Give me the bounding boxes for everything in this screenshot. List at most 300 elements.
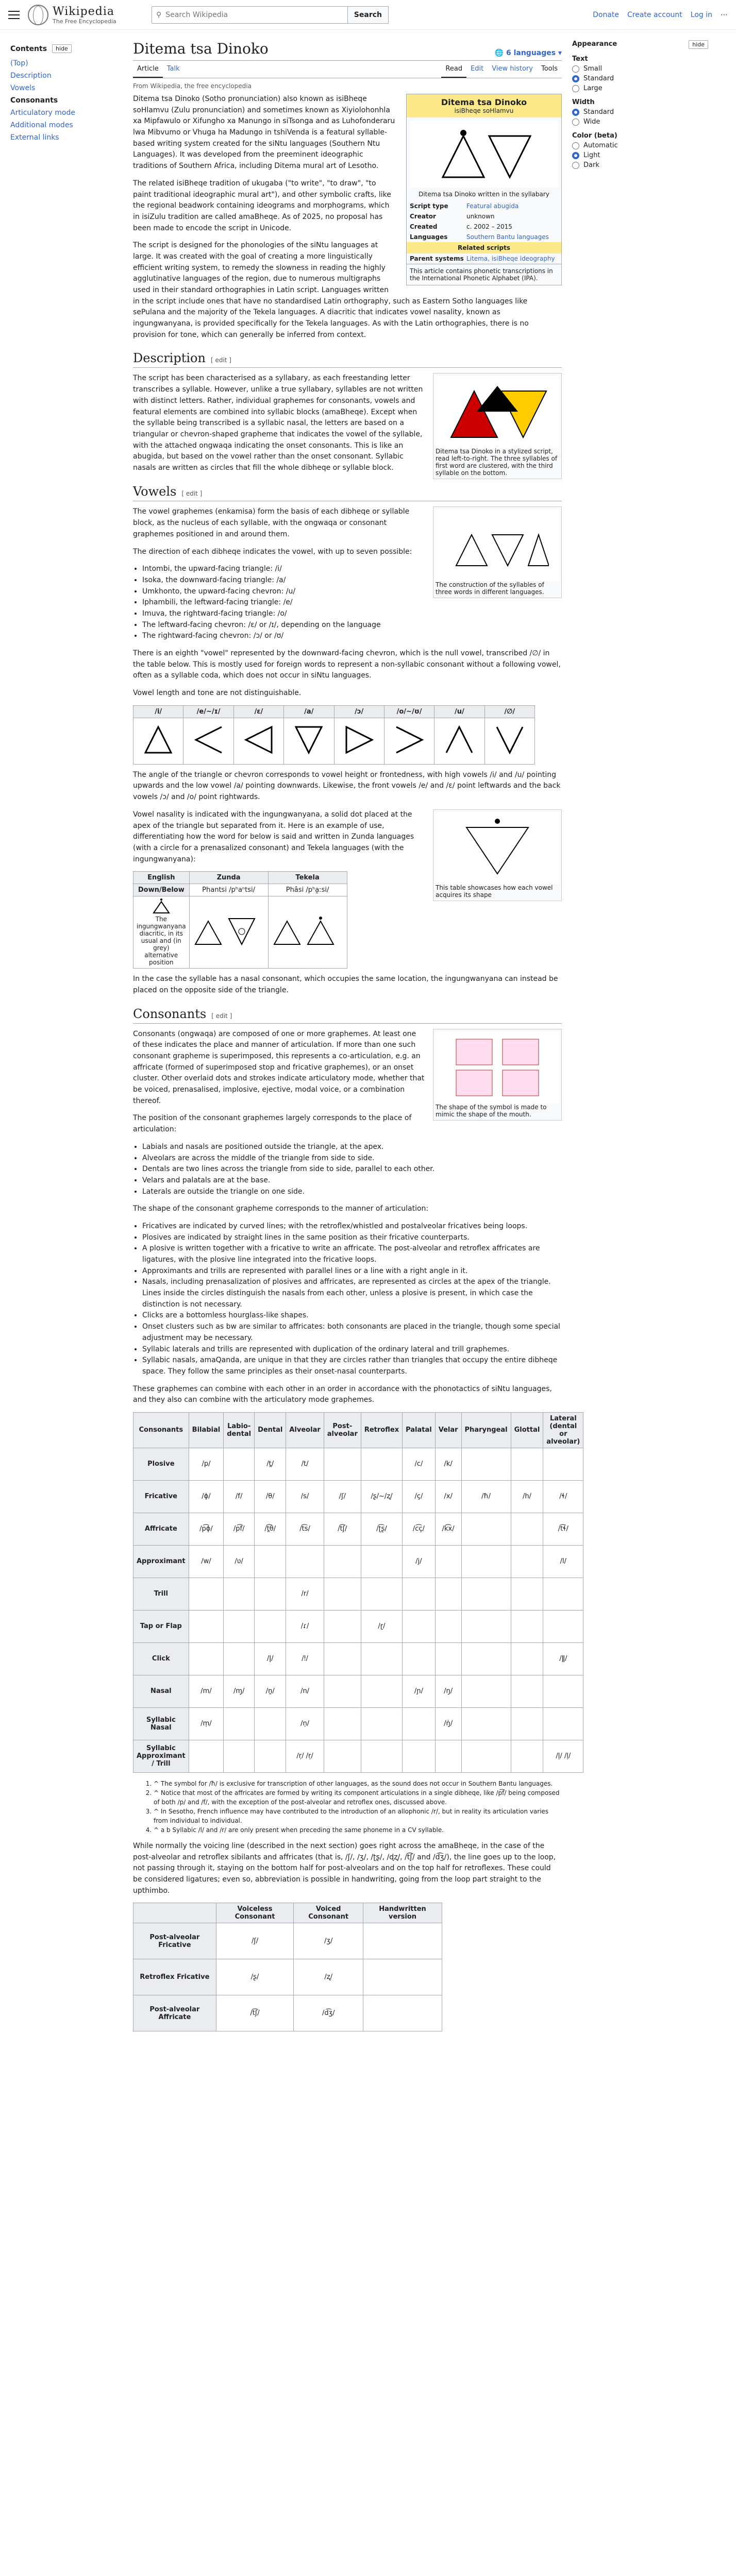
table-cell: /t͡ʃ/ <box>324 1513 361 1545</box>
width-wide-radio[interactable]: Wide <box>572 118 708 126</box>
consonants-p4: These graphemes can combine with each other in an order in accordance with the phonotactics of siNtu languages, and they also can combine with the articulatory mode graphemes. <box>133 1384 552 1404</box>
row-header: Nasal <box>133 1675 189 1707</box>
table-cell: /ǁ/ <box>543 1642 583 1675</box>
table-cell: /ǀ/ <box>255 1642 286 1675</box>
table-cell <box>224 1578 255 1610</box>
table-cell: /n/ <box>286 1675 324 1707</box>
table-cell <box>324 1675 361 1707</box>
vowel-shape-image[interactable] <box>436 812 559 884</box>
row-header: Tap or Flap <box>133 1610 189 1642</box>
vowel-shapes-table <box>133 705 535 765</box>
column-header: Lateral (dental or alveolar) <box>543 1412 583 1448</box>
table-cell <box>324 1740 361 1772</box>
table-cell <box>511 1545 543 1578</box>
footnote: 4. ^ a b Syllabic /l/ and /r/ are only present when preceding the same phoneme in a CV syllable. <box>154 1825 562 1835</box>
list-item: • Umkhonto, the upward-facing chevron: /u/ <box>142 586 562 598</box>
column-header: /a/ <box>284 705 334 718</box>
table-cell: /ŋ̍/ <box>435 1707 461 1740</box>
column-header: Post-alveolar <box>324 1412 361 1448</box>
list-item: • A plosive is written together with a fricative to write an affricate. The post-alveolar and retroflex affricates are ligatures, with the plosive line integrated into the fricative loops. <box>142 1243 562 1265</box>
table-row <box>133 1480 583 1513</box>
table-cell <box>189 1578 224 1610</box>
table-row <box>133 1923 442 1959</box>
vowel-shape-down-triangle <box>284 718 334 764</box>
column-header: Voiced Consonant <box>294 1903 363 1923</box>
column-header: Voiceless Consonant <box>216 1903 294 1923</box>
table-cell <box>403 1707 436 1740</box>
zunda-glyph <box>189 896 268 969</box>
table-cell: Phantsi /pʰaⁿtsi/ <box>189 884 268 896</box>
table-cell: /ʂ/ <box>216 1959 294 1995</box>
list-item: • Alveolars are across the middle of the triangle from side to side. <box>142 1153 562 1164</box>
manner-list <box>142 1221 562 1378</box>
list-item: • The rightward-facing chevron: /ɔ/ or /ʊ/ <box>142 631 562 642</box>
table-cell <box>435 1740 461 1772</box>
main-menu-icon[interactable] <box>8 11 20 19</box>
list-item: • Iphambili, the leftward-facing triangle: /e/ <box>142 597 562 608</box>
text-size-label: Text <box>572 55 588 63</box>
infobox-caption: Ditema tsa Dinoko written in the syllabary <box>419 191 549 198</box>
row-header: Trill <box>133 1578 189 1610</box>
color-dark-radio[interactable]: Dark <box>572 161 708 169</box>
infobox <box>406 94 562 285</box>
search-input[interactable] <box>152 6 348 24</box>
language-selector[interactable]: 🌐 6 languages ▾ <box>494 49 562 57</box>
figure-caption: This table showcases how each vowel acquires its shape <box>436 884 553 899</box>
vowels-p1: The vowel graphemes (enkamisa) form the basis of each dibheqe or syllable block, as the nucleus of each syllable, with the ongwaqa or consonant graphemes positioned in and around them. <box>133 507 410 538</box>
table-cell <box>511 1740 543 1772</box>
column-header: English <box>133 872 190 884</box>
table-cell <box>363 1923 442 1959</box>
infobox-row: Created c. 2002 – 2015 <box>410 223 512 230</box>
table-cell: /ʒ/ <box>294 1923 363 1959</box>
table-of-contents <box>0 30 108 2037</box>
list-item: • Labials and nasals are positioned outside the triangle, at the apex. <box>142 1142 562 1153</box>
article-content <box>108 30 580 2037</box>
syllable-construction-image[interactable] <box>436 509 559 581</box>
nasal-note: The ingungwanyana diacritic, in its usual and (in grey) alternative position <box>133 896 190 969</box>
consonants-figure <box>433 1029 562 1121</box>
tab-view-history[interactable]: View history <box>492 65 533 73</box>
table-cell <box>461 1610 511 1642</box>
stylized-script-image[interactable] <box>436 376 559 448</box>
row-header: Post-alveolar Affricate <box>133 1995 216 2031</box>
table-cell <box>255 1740 286 1772</box>
list-item: • Syllabic laterals and trills are represented with duplication of the ordinary lateral and trill graphemes. <box>142 1344 562 1355</box>
related-scripts-heading: Related scripts <box>407 242 561 253</box>
row-header: Down/Below <box>133 884 190 896</box>
table-cell <box>435 1545 461 1578</box>
column-header: Zunda <box>189 872 268 884</box>
toc-item-additional-modes[interactable]: Additional modes <box>10 121 73 129</box>
list-item: • The leftward-facing chevron: /ɛ/ or /ɪ/, depending on the language <box>142 620 562 631</box>
table-cell <box>511 1610 543 1642</box>
description-text: The script has been characterised as a syllabary, as each freestanding letter transcribes a syllable. However, unlike a true syllabary, syllables are not written with distinct letters. Rather, individual graphemes for consonants, vowels and featural elements are combined into syllabic blocks (amaBheqe). Except when the syllable being transcribed is a syllabic nasal, the letters are based on a triangular or chevron-shaped grapheme that indicates the vowel of the syllable, with the attached ongwaqa indicating the onset consonants. This is like an abugida, but based on the vowel rather than the onset consonant. Syllabic nasals are written as circles that fill the whole dibheqe or syllable block. <box>133 374 423 472</box>
table-cell: /ʃ/ <box>324 1480 361 1513</box>
table-cell: /j/ <box>403 1545 436 1578</box>
column-header: Glottal <box>511 1412 543 1448</box>
table-row <box>133 1995 442 2031</box>
figure-caption: The shape of the symbol is made to mimic the shape of the mouth. <box>436 1103 547 1118</box>
infobox-row: Languages Southern Bantu languages <box>410 233 549 241</box>
vowels-p6: Vowel nasality is indicated with the ingungwanyana, a solid dot placed at the apex of the triangle but separated from it. Here is an example of use, differentiating how the word for below is said and written in Zunda languages (with a circle for a prenasalized consonant) and Tekela languages (with the ingungwanyana): <box>133 810 414 863</box>
list-item: • Laterals are outside the triangle on one side. <box>142 1187 562 1198</box>
table-cell: /f/ <box>224 1480 255 1513</box>
table-cell: /ʐ/ <box>294 1959 363 1995</box>
table-cell: /ɽ/ <box>361 1610 402 1642</box>
table-cell <box>511 1578 543 1610</box>
toc-item-description[interactable]: Description <box>10 72 52 80</box>
create-account-link[interactable]: Create account <box>627 10 682 19</box>
color-automatic-radio[interactable]: Automatic <box>572 142 708 149</box>
search-form <box>152 6 389 24</box>
intro-paragraph: The script is designed for the phonologies of the siNtu languages at large. It was created with the goal of creating a more linguistically efficient writing system, to remedy the slowness in reading the highly agglutinative languages of the region, due to numerous multigraphs used in their standard orthographies in Latin script. Languages written in the script include ones that have no standardised Latin orthography, such as Eastern Sotho languages like sePulana and the majority of the Tekela languages. A diacritic that indicates vowel nasality, known as ingungwanyana, is provided specifically for the Tekela languages. As with the Latin orthographies, there is no provision for tone, which can generally be inferred from context. <box>133 241 529 339</box>
description-figure <box>433 373 562 479</box>
table-row <box>133 1642 583 1675</box>
ligature-table <box>133 1903 442 2031</box>
table-cell <box>324 1610 361 1642</box>
column-header: /u/ <box>434 705 484 718</box>
table-row <box>133 1545 583 1578</box>
consonants-p3: The shape of the consonant grapheme corresponds to the manner of articulation: <box>133 1205 429 1213</box>
column-header: Dental <box>255 1412 286 1448</box>
table-cell <box>361 1578 402 1610</box>
languages-label: 6 languages <box>506 49 556 57</box>
table-cell: /m̩/ <box>189 1707 224 1740</box>
list-item: • Onset clusters such as bw are similar to affricates: both consonants are placed in the triangle, though some special adjustment may be necessary. <box>142 1321 562 1344</box>
mouth-shape-image[interactable] <box>436 1031 559 1104</box>
table-cell <box>511 1707 543 1740</box>
table-cell: /t̪͡θ/ <box>255 1513 286 1545</box>
table-cell: /p͡ɸ/ <box>189 1513 224 1545</box>
vowel-shape-down-chevron <box>484 718 534 764</box>
infobox-row: Script type Featural abugida <box>410 202 519 210</box>
column-header: Alveolar <box>286 1412 324 1448</box>
table-cell: /ǃ/ <box>286 1642 324 1675</box>
footnote: 3. ^ In Sesotho, French influence may have contributed to the introduction of an allophonic /r/, but in reality its articulation varies from individual to individual. <box>154 1807 562 1825</box>
table-cell <box>361 1545 402 1578</box>
list-item: • Imuva, the rightward-facing triangle: /o/ <box>142 608 562 620</box>
vowels-p2: The direction of each dibheqe indicates the vowel, with up to seven possible: <box>133 547 412 556</box>
row-header: Retroflex Fricative <box>133 1959 216 1995</box>
row-header: Click <box>133 1642 189 1675</box>
list-item: • Fricatives are indicated by curved lines; with the retroflex/whistled and postalveolar fricatives being loops. <box>142 1221 562 1232</box>
table-row <box>133 1513 583 1545</box>
table-cell: /ɸ/ <box>189 1480 224 1513</box>
page-tabs <box>133 61 562 78</box>
table-row <box>133 1610 583 1642</box>
search-placeholder: Search Wikipedia <box>165 10 228 19</box>
edit-link[interactable]: [ edit ] <box>181 490 203 498</box>
table-cell: /ʋ/ <box>224 1545 255 1578</box>
column-header: Bilabial <box>189 1412 224 1448</box>
tab-edit[interactable]: Edit <box>471 65 484 73</box>
search-button[interactable]: Search <box>348 6 389 24</box>
table-row <box>133 1448 583 1480</box>
table-cell: /t̪/ <box>255 1448 286 1480</box>
width-label: Width <box>572 98 595 106</box>
toc-item-external-links[interactable]: External links <box>10 133 59 142</box>
table-cell <box>403 1578 436 1610</box>
toc-item-articulatory-mode[interactable]: Articulatory mode <box>10 109 75 117</box>
list-item: • Intombi, the upward-facing triangle: /i/ <box>142 564 562 575</box>
row-header: Post-alveolar Fricative <box>133 1923 216 1959</box>
consonants-p5: While normally the voicing line (described in the next section) goes right across the amaBheqe, in the case of the post-alveolar and retroflex sibilants and affricates (that is, /ʃ/, /ʒ/, /ʈʂ/, /ɖʐ/, /t͡ʃ/ and /d͡ʒ/), the line goes up to the loop, not passing through it, staying on the bottom half for post-alveolars and on the top half for retroflexes. These could be considered ligatures; even so, abbreviation is possible in handwriting, going from the loop part straight to the upthimbo. <box>133 1841 556 1895</box>
table-cell: /x/ <box>435 1480 461 1513</box>
table-body <box>133 1448 583 1772</box>
place-list <box>142 1142 562 1197</box>
footnote: 2. ^ Notice that most of the affricates are formed by writing its component articulations in a single dibheqe, like /p͡f/ being composed of both /p/ and /f/, with the exception of the post-alveolar and retroflex ones, discussed above. <box>154 1788 562 1807</box>
title-bar <box>133 35 562 61</box>
vowels-heading: Vowels [ edit ] <box>133 484 562 501</box>
footnote: 1. ^ The symbol for /ħ/ is exclusive for transcription of other languages, as the sound does not occur in Southern Bantu languages. <box>154 1779 562 1788</box>
vowels-p5: The angle of the triangle or chevron corresponds to vowel height or frontedness, with high vowels /i/ and /u/ pointing upwards and the low vowel /a/ pointing downwards. Likewise, the front vowels /e/ and /ɛ/ point leftwards and the back vowels /ɔ/ and /o/ point rightwards. <box>133 770 561 802</box>
table-cell: /m/ <box>189 1675 224 1707</box>
nasal-figure <box>433 809 562 901</box>
table-cell: /c/ <box>403 1448 436 1480</box>
mouth-shape-drawing <box>446 1034 549 1101</box>
table-cell <box>224 1610 255 1642</box>
tab-article[interactable]: Article <box>133 61 163 78</box>
consonants-heading: Consonants [ edit ] <box>133 1007 562 1024</box>
toc-item-vowels[interactable]: Vowels <box>10 84 36 92</box>
color-light-radio[interactable]: Light <box>572 151 708 159</box>
column-header: /e/~/ɪ/ <box>183 705 233 718</box>
table-cell: /w/ <box>189 1545 224 1578</box>
column-header: Handwritten version <box>363 1903 442 1923</box>
vowels-p7: In the case the syllable has a nasal consonant, which occupies the same location, the ingungwanyana can instead be placed on the opposite side of the triangle. <box>133 975 558 994</box>
infobox-subtitle: isiBheqe soHlamvu <box>454 107 514 114</box>
table-cell: /ŋ/ <box>435 1675 461 1707</box>
table-cell: /ɬ/ <box>543 1480 583 1513</box>
vowel-shape-up-chevron <box>434 718 484 764</box>
table-cell <box>361 1448 402 1480</box>
consonant-table <box>133 1412 583 1773</box>
table-row <box>133 1578 583 1610</box>
column-header: /ɔ/ <box>334 705 384 718</box>
ipa-note: This article contains phonetic transcriptions in the International Phonetic Alphabet (IPA). <box>407 264 561 285</box>
log-in-link[interactable]: Log in <box>690 10 712 19</box>
column-header <box>133 1903 216 1923</box>
column-header: Palatal <box>403 1412 436 1448</box>
table-cell <box>361 1707 402 1740</box>
infobox-row: Parent systems Litema, isiBheqe ideography <box>410 255 555 262</box>
appearance-title: Appearance <box>572 40 617 48</box>
tab-tools[interactable]: Tools <box>541 65 558 73</box>
user-links <box>593 11 728 19</box>
tab-talk[interactable]: Talk <box>166 65 180 73</box>
vowels-figure <box>433 506 562 598</box>
site-header <box>0 0 736 30</box>
table-cell: /t/ <box>286 1448 324 1480</box>
table-cell: /ɱ/ <box>224 1675 255 1707</box>
text-standard-radio[interactable]: Standard <box>572 75 708 82</box>
vowels-p4: Vowel length and tone are not distinguishable. <box>133 689 302 698</box>
table-cell <box>361 1740 402 1772</box>
table-cell <box>461 1740 511 1772</box>
table-cell: /t͡ɬ/ <box>543 1513 583 1545</box>
table-cell: /t͡s/ <box>286 1513 324 1545</box>
table-cell <box>435 1642 461 1675</box>
infobox-row: Creator unknown <box>410 213 495 220</box>
width-standard-radio[interactable]: Standard <box>572 108 708 116</box>
column-header: /ɛ/ <box>233 705 283 718</box>
table-cell: /ç/ <box>403 1480 436 1513</box>
row-header: Fricative <box>133 1480 189 1513</box>
table-cell <box>255 1578 286 1610</box>
table-cell: /p͡f/ <box>224 1513 255 1545</box>
tab-read[interactable]: Read <box>441 61 466 78</box>
table-cell: /ħ/ <box>461 1480 511 1513</box>
text-large-radio[interactable]: Large <box>572 84 708 92</box>
description-heading: Description [ edit ] <box>133 351 562 368</box>
list-item: • Syllabic nasals, amaQanda, are unique in that they are circles rather than triangles that occupy the entire dibheqe space. They follow the same principles as their onset-nasal counterparts. <box>142 1355 562 1377</box>
table-cell <box>461 1642 511 1675</box>
table-cell: /k/ <box>435 1448 461 1480</box>
table-cell <box>435 1610 461 1642</box>
table-row <box>133 1740 583 1772</box>
vowel-shape-right-triangle <box>334 718 384 764</box>
table-cell <box>255 1610 286 1642</box>
table-cell <box>255 1707 286 1740</box>
edit-link[interactable]: [ edit ] <box>210 357 231 364</box>
table-cell <box>324 1707 361 1740</box>
infobox-title: Ditema tsa Dinoko isiBheqe soHlamvu <box>407 94 561 117</box>
row-header: Syllabic Nasal <box>133 1707 189 1740</box>
table-cell <box>461 1513 511 1545</box>
table-cell <box>255 1545 286 1578</box>
table-cell: /l̩/ /l̩/ <box>543 1740 583 1772</box>
table-row <box>133 1959 442 1995</box>
vowel-shape-left-triangle <box>233 718 283 764</box>
list-item: • Clicks are a bottomless hourglass-like shapes. <box>142 1310 562 1321</box>
table-cell <box>461 1578 511 1610</box>
table-cell <box>361 1675 402 1707</box>
syllable-construction-drawing <box>446 514 549 576</box>
tekela-glyph <box>268 896 347 969</box>
wordmark: Wikipedia <box>53 5 114 18</box>
table-cell: /l/ <box>543 1545 583 1578</box>
more-options-icon[interactable]: ⋯ <box>721 10 728 19</box>
table-cell: /t͡ʃ/ <box>216 1995 294 2031</box>
table-cell <box>511 1675 543 1707</box>
row-header: Approximant <box>133 1545 189 1578</box>
script-sample-image <box>432 126 536 182</box>
table-cell <box>224 1740 255 1772</box>
globe-icon <box>28 5 48 25</box>
table-cell <box>461 1448 511 1480</box>
row-header: Affricate <box>133 1513 189 1545</box>
list-item: • Plosives are indicated by straight lines in the same position as their fricative counterparts. <box>142 1232 562 1244</box>
table-cell: /p/ <box>189 1448 224 1480</box>
table-cell <box>511 1513 543 1545</box>
consonants-p2: The position of the consonant graphemes largely corresponds to the place of articulation: <box>133 1114 412 1134</box>
table-cell <box>363 1995 442 2031</box>
table-cell <box>224 1448 255 1480</box>
color-label: Color (beta) <box>572 132 617 140</box>
donate-link[interactable]: Donate <box>593 10 620 19</box>
table-cell <box>435 1578 461 1610</box>
text-small-radio[interactable]: Small <box>572 65 708 73</box>
table-cell: /θ/ <box>255 1480 286 1513</box>
table-cell: /n̩/ <box>286 1707 324 1740</box>
table-cell <box>189 1610 224 1642</box>
column-header: Consonants <box>133 1412 189 1448</box>
table-row <box>133 1675 583 1707</box>
table-cell: /h/ <box>511 1480 543 1513</box>
list-item: • Approximants and trills are represented with parallel lines or a line with a right angle in it. <box>142 1266 562 1277</box>
table-cell: /s/ <box>286 1480 324 1513</box>
toc-item-top[interactable]: (Top) <box>10 59 28 67</box>
table-cell <box>324 1448 361 1480</box>
table-cell <box>461 1707 511 1740</box>
intro-paragraph: Ditema tsa Dinoko (Sotho pronunciation) also known as isiBheqe soHlamvu (Zulu pronunciation) and sometimes known as Xiyiolohonhla xa Mipfawulo or Xifungho xa Manungo in siTsonga and as Luhofonderaru lwa Mibvumo or Vhuga ha Madungo in tshiVenda is a featural syllable-based writing system created for the siNtu languages (Southern Ntu Languages). It was developed from the preeminent ideographic traditions of Southern Africa, including Ditema mural art of Lesotho. <box>133 95 395 171</box>
table-cell: /n̪/ <box>255 1675 286 1707</box>
appearance-panel <box>562 30 716 2037</box>
table-cell <box>324 1545 361 1578</box>
table-cell: /ɲ/ <box>403 1675 436 1707</box>
vowels-p3: There is an eighth "vowel" represented by the downward-facing chevron, which is the null vowel, transcribed /∅/ in the table below. This is mostly used for foreign words to represent a non-syllabic consonant without a following vowel, often as a syllable coda, which does not occur in siNtu languages. <box>133 649 561 680</box>
edit-link[interactable]: [ edit ] <box>211 1012 232 1020</box>
nasality-table <box>133 871 347 969</box>
intro-paragraph: The related isiBheqe tradition of ukugaba ("to write", "to draw", "to paint traditional ideographic mural art"), and other symbolic crafts, like the regional beadwork containing ideograms and morphograms, which in isiZulu tradition are called amaBheqe. As of 2025, no proposal has been made to encode the script in Unicode. <box>133 179 391 232</box>
table-cell: /r/ <box>286 1578 324 1610</box>
page-title: Ditema tsa Dinoko <box>133 40 269 57</box>
column-header: Pharyngeal <box>461 1412 511 1448</box>
table-cell <box>189 1642 224 1675</box>
stylized-script-drawing <box>446 381 549 443</box>
vowel-shape-right-chevron <box>384 718 434 764</box>
table-cell <box>363 1959 442 1995</box>
vowel-shape-drawing <box>456 817 539 879</box>
table-cell <box>189 1740 224 1772</box>
list-item: • Isoka, the downward-facing triangle: /a/ <box>142 575 562 586</box>
column-header: Tekela <box>268 872 347 884</box>
table-header-row <box>133 1412 583 1448</box>
table-cell <box>324 1642 361 1675</box>
from-wikipedia: From Wikipedia, the free encyclopedia <box>133 82 252 90</box>
column-header: Labio-dental <box>224 1412 255 1448</box>
table-cell <box>511 1642 543 1675</box>
tagline: The Free Encyclopedia <box>53 18 116 25</box>
table-cell: /c͡ç/ <box>403 1513 436 1545</box>
table-cell: /ɾ/ <box>286 1610 324 1642</box>
table-cell <box>403 1610 436 1642</box>
table-cell: /d͡ʒ/ <box>294 1995 363 2031</box>
table-cell: /ʂ/~/ʐ/ <box>361 1480 402 1513</box>
vowel-shape-up-triangle <box>133 718 183 764</box>
infobox-image[interactable] <box>410 121 558 188</box>
column-header: /o/~/ʊ/ <box>384 705 434 718</box>
list-item: • Nasals, including prenasalization of plosives and affricates, are represented as circles at the apex of the triangle. Lines inside the circles distinguish the nasals from each other, unless a plosive is present, in which case the distinction is not necessary. <box>142 1277 562 1310</box>
footnotes <box>133 1779 562 1835</box>
appearance-hide-button[interactable]: hide <box>689 40 708 49</box>
table-cell: /ʃ/ <box>216 1923 294 1959</box>
ingungwanyana-diacritic <box>151 899 172 914</box>
table-cell <box>224 1707 255 1740</box>
row-header: Syllabic Approximant / Trill <box>133 1740 189 1772</box>
list-item: • Dentals are two lines across the triangle from side to side, parallel to each other. <box>142 1164 562 1175</box>
table-cell <box>286 1545 324 1578</box>
toc-hide-button[interactable]: hide <box>52 44 72 53</box>
column-header: /i/ <box>133 705 183 718</box>
column-header: Velar <box>435 1412 461 1448</box>
toc-item-consonants[interactable]: Consonants <box>10 96 58 105</box>
column-header: /∅/ <box>484 705 534 718</box>
table-cell <box>461 1545 511 1578</box>
table-cell: /ʈ͡ʂ/ <box>361 1513 402 1545</box>
consonants-p1: Consonants (ongwaqa) are composed of one or more graphemes. At least one of these indicates the place and manner of articulation. If more than one such consonant grapheme is superimposed, this represents a co-articulation, e.g. an affricate (formed of superimposed stop and fricative graphemes), or an onset cluster. Other overlaid dots and strokes indicate articulatory mode, whether that be voiced, prenasalised, implosive, ejective, modal voice, or a combination thereof. <box>133 1029 425 1105</box>
